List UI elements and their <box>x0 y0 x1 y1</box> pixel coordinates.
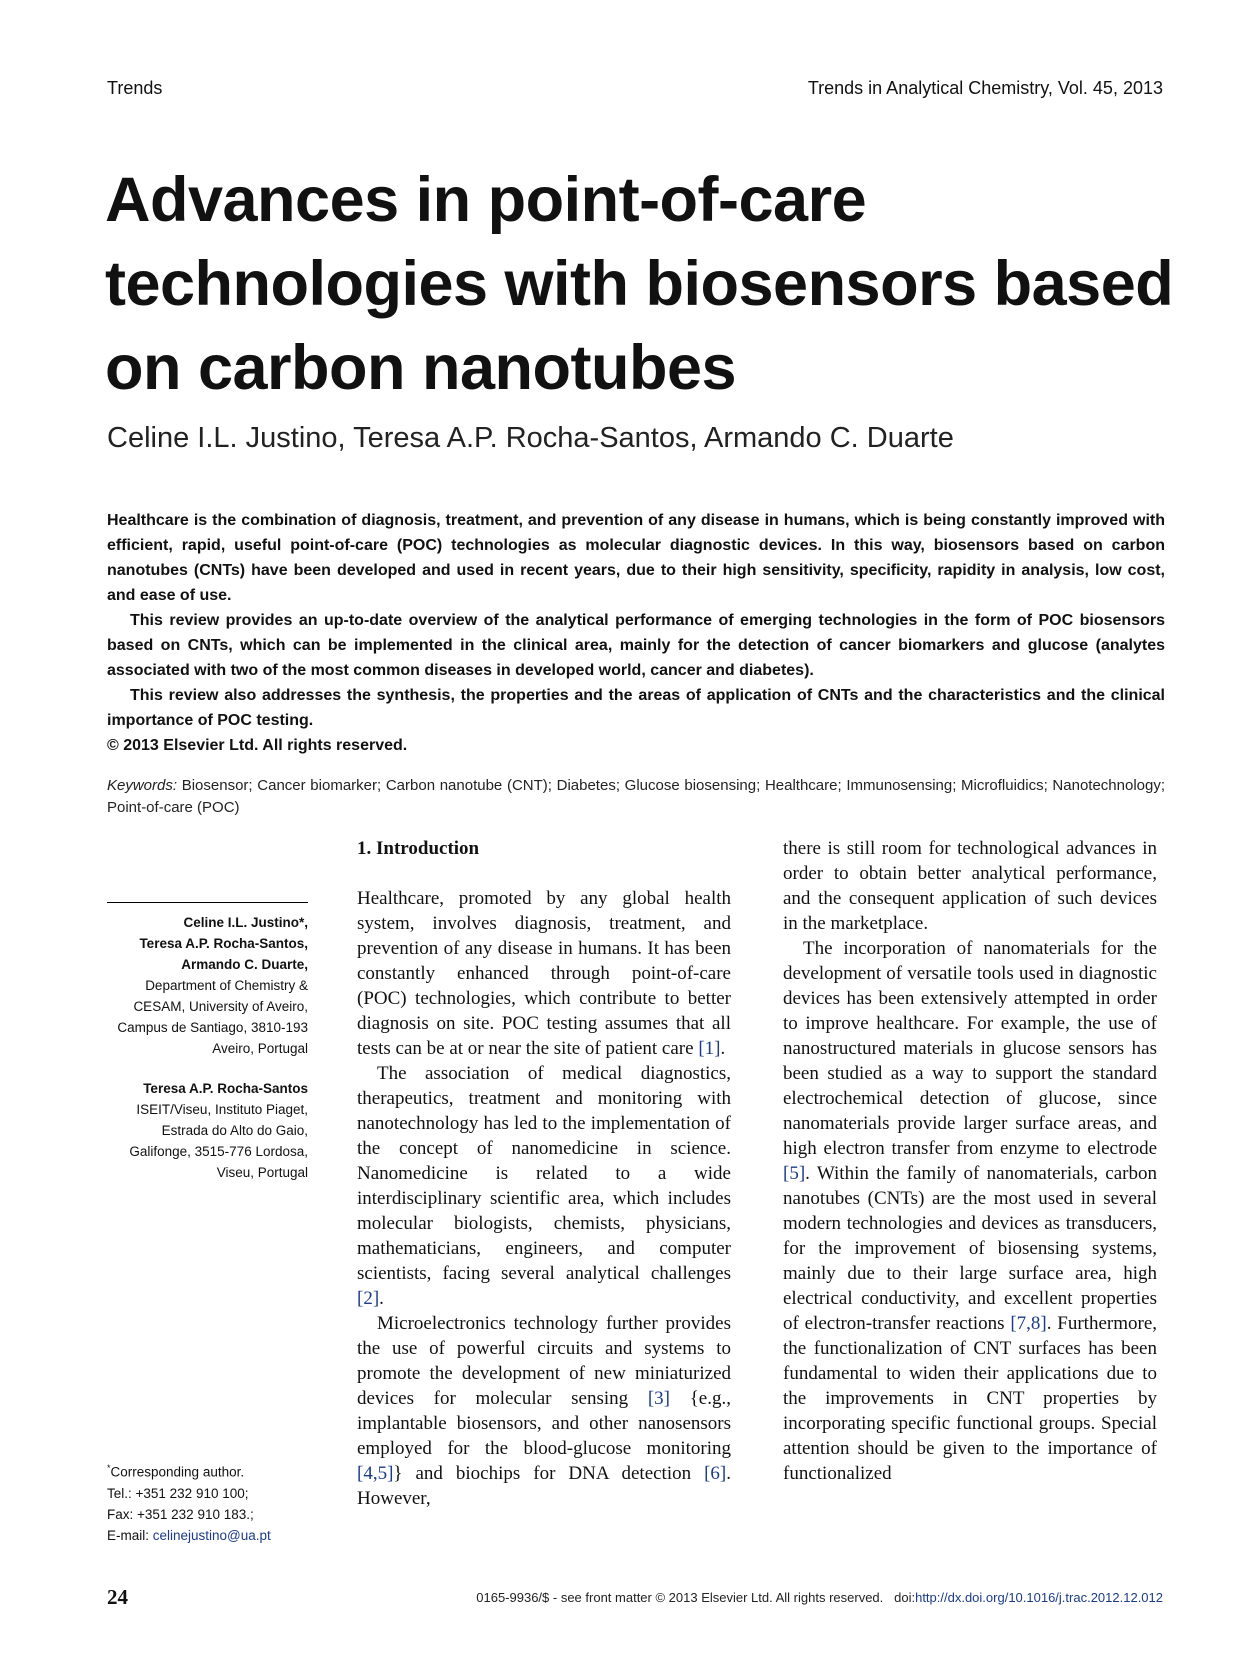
affiliation-line: CESAM, University of Aveiro, <box>133 999 308 1014</box>
citation-link[interactable]: [3] <box>647 1388 670 1409</box>
issn-line: 0165-9936/$ - see front matter © 2013 Elsevier Ltd. All rights reserved. <box>476 1590 884 1605</box>
affiliation-line: ISEIT/Viseu, Instituto Piaget, <box>136 1102 308 1117</box>
doi-label: doi: <box>894 1590 916 1605</box>
copyright: © 2013 Elsevier Ltd. All rights reserved. <box>107 737 408 754</box>
keywords-text: Biosensor; Cancer biomarker; Carbon nanotube (CNT); Diabetes; Glucose biosensing; Healthcare; Immunosensing; Microfluidics; Nanotechnology; Point-of-care (POC) <box>107 777 1166 816</box>
affiliation-author: Teresa A.P. Rocha-Santos, <box>139 936 308 951</box>
title-line: on carbon nanotubes <box>105 333 737 403</box>
corresponding-author: *Corresponding author. Tel.: +351 232 910 100; Fax: +351 232 910 183.; E-mail: celinejustino@ua.pt <box>107 1458 317 1546</box>
affiliation-line: Department of Chemistry & <box>145 978 308 993</box>
running-header-journal: Trends in Analytical Chemistry, Vol. 45, 2013 <box>807 78 1163 98</box>
title-line: technologies with biosensors based <box>105 249 1174 319</box>
citation-link[interactable]: [7,8] <box>1010 1313 1047 1334</box>
affiliation-author: Teresa A.P. Rocha-Santos <box>143 1081 308 1096</box>
email-label: E-mail: <box>107 1527 153 1543</box>
keywords <box>107 775 1165 819</box>
affiliation-line: Viseu, Portugal <box>216 1165 308 1180</box>
abstract-paragraph: This review provides an up-to-date overview of the analytical performance of emerging technologies in the form of POC biosensors based on CNTs, which can be implemented in the clinical area, mainly for the detection of cancer biomarkers and glucose (analytes associated with two of the most common diseases in developed world, cancer and diabetes). <box>107 612 1165 679</box>
affiliation-author: Celine I.L. Justino*, <box>183 915 308 930</box>
running-header-section: Trends <box>107 78 163 98</box>
abstract-paragraph: Healthcare is the combination of diagnosis, treatment, and prevention of any disease in humans, which is being constantly improved with efficient, rapid, useful point-of-care (POC) technologies as molecular diagnostic devices. In this way, biosensors based on carbon nanotubes (CNTs) have been developed and used in recent years, due to their high sensitivity, specificity, rapidity in analysis, low cost, and ease of use. <box>107 512 1165 604</box>
body-paragraph: The association of medical diagnostics, therapeutics, treatment and monitoring with nanotechnology has led to the implementation of the concept of nanomedicine in science. Nanomedicine is related to a wide interdisciplinary scientific area, which includes molecular biologists, chemists, physicians, mathematicians, engineers, and computer scientists, facing several analytical challenges [2]. <box>357 1063 731 1309</box>
fax: Fax: +351 232 910 183.; <box>107 1506 254 1522</box>
email-link[interactable]: celinejustino@ua.pt <box>152 1527 271 1543</box>
affiliation-block <box>98 1078 308 1183</box>
citation-link[interactable]: [6] <box>704 1463 727 1484</box>
doi-link[interactable]: http://dx.doi.org/10.1016/j.trac.2012.12.012 <box>915 1590 1163 1605</box>
citation-link[interactable]: [5] <box>783 1163 806 1184</box>
author-list: Celine I.L. Justino, Teresa A.P. Rocha-Santos, Armando C. Duarte <box>107 422 954 454</box>
affiliation-author: Armando C. Duarte, <box>181 957 308 972</box>
body-column-left <box>357 836 731 1511</box>
keywords-label: Keywords: <box>107 777 178 794</box>
body-paragraph: The incorporation of nanomaterials for the development of versatile tools used in diagnostic devices has been extensively attempted in order to improve healthcare. For example, the use of nanostructured materials in glucose sensors has been studied as a way to support the standard electrochemical detection of glucose, since nanomaterials provide larger surface areas, and high electron transfer from enzyme to electrode [5]. Within the family of nanomaterials, carbon nanotubes (CNTs) are the most used in several modern technologies and devices as transducers, for the improvement of biosensing systems, mainly due to their large surface area, high electrical conductivity, and excellent properties of electron-transfer reactions [7,8]. Furthermore, the functionalization of CNT surfaces has been fundamental to widen their applications due to the improvements in CNT properties by incorporating specific functional groups. Special attention should be given to the importance of functionalized <box>783 938 1157 1484</box>
article-title <box>105 158 1185 410</box>
affiliation-line: Campus de Santiago, 3810-193 <box>117 1020 308 1035</box>
abstract-paragraph: This review also addresses the synthesis, the properties and the areas of application of CNTs and the characteristics and the clinical importance of POC testing. <box>107 687 1165 729</box>
phone: Tel.: +351 232 910 100; <box>107 1485 249 1501</box>
corresponding-label: Corresponding author. <box>110 1464 245 1480</box>
body-paragraph: there is still room for technological advances in order to obtain better analytical performance, and the consequent application of such devices in the marketplace. <box>783 838 1157 934</box>
citation-link[interactable]: [4,5] <box>357 1463 394 1484</box>
affiliation-block <box>98 912 308 1059</box>
abstract <box>107 508 1165 758</box>
body-paragraph: Healthcare, promoted by any global health system, involves diagnosis, treatment, and prevention of any disease in humans. It has been constantly enhanced through point-of-care (POC) technologies, which contribute to better diagnosis on site. POC testing assumes that all tests can be at or near the site of patient care [1]. <box>357 888 731 1059</box>
affiliation-line: Aveiro, Portugal <box>212 1041 308 1056</box>
page-number: 24 <box>107 1585 128 1609</box>
body-column-right <box>783 836 1157 1486</box>
footer-info <box>476 1590 1163 1605</box>
section-heading: 1. Introduction <box>357 838 480 859</box>
citation-link[interactable]: [2] <box>357 1288 380 1309</box>
affiliation-line: Galifonge, 3515-776 Lordosa, <box>129 1144 308 1159</box>
affiliation-line: Estrada do Alto do Gaio, <box>161 1123 308 1138</box>
body-paragraph: Microelectronics technology further provides the use of powerful circuits and systems to promote the development of new miniaturized devices for molecular sensing [3] {e.g., implantable biosensors, and other nanosensors employed for the blood-glucose monitoring [4,5]} and biochips for DNA detection [6]. However, <box>357 1313 731 1509</box>
sidebar-divider <box>107 902 308 903</box>
title-line: Advances in point-of-care <box>105 165 867 235</box>
citation-link[interactable]: [1] <box>698 1038 721 1059</box>
